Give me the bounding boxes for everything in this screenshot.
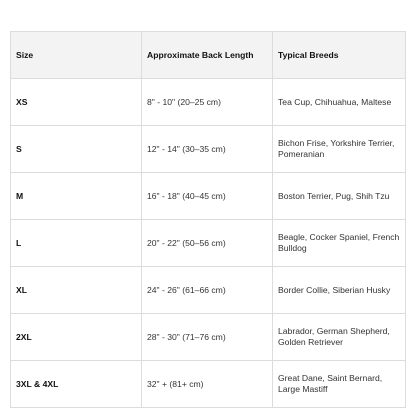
size-cell: 2XL (11, 314, 142, 361)
size-chart-container (10, 31, 405, 408)
header-typical-breeds: Typical Breeds (273, 32, 406, 79)
table-row (11, 361, 406, 408)
breeds-cell: Bichon Frise, Yorkshire Terrier, Pomeranian (273, 126, 406, 173)
breeds-cell: Border Collie, Siberian Husky (273, 267, 406, 314)
size-cell: XL (11, 267, 142, 314)
size-cell: XS (11, 79, 142, 126)
table-row (11, 220, 406, 267)
table-row (11, 173, 406, 220)
table-row (11, 314, 406, 361)
back-length-cell: 32" + (81+ cm) (142, 361, 273, 408)
back-length-cell: 28" - 30" (71–76 cm) (142, 314, 273, 361)
header-back-length: Approximate Back Length (142, 32, 273, 79)
breeds-cell: Labrador, German Shepherd, Golden Retriever (273, 314, 406, 361)
header-size: Size (11, 32, 142, 79)
size-chart-table (10, 31, 406, 408)
back-length-cell: 20" - 22" (50–56 cm) (142, 220, 273, 267)
table-header (11, 32, 406, 79)
breeds-cell: Boston Terrier, Pug, Shih Tzu (273, 173, 406, 220)
header-row (11, 32, 406, 79)
table-row (11, 126, 406, 173)
back-length-cell: 8" - 10" (20–25 cm) (142, 79, 273, 126)
back-length-cell: 12" - 14" (30–35 cm) (142, 126, 273, 173)
size-cell: L (11, 220, 142, 267)
size-cell: S (11, 126, 142, 173)
table-body (11, 79, 406, 408)
size-cell: M (11, 173, 142, 220)
back-length-cell: 16" - 18" (40–45 cm) (142, 173, 273, 220)
breeds-cell: Beagle, Cocker Spaniel, French Bulldog (273, 220, 406, 267)
breeds-cell: Great Dane, Saint Bernard, Large Mastiff (273, 361, 406, 408)
breeds-cell: Tea Cup, Chihuahua, Maltese (273, 79, 406, 126)
size-cell: 3XL & 4XL (11, 361, 142, 408)
back-length-cell: 24" - 26" (61–66 cm) (142, 267, 273, 314)
table-row (11, 267, 406, 314)
table-row (11, 79, 406, 126)
